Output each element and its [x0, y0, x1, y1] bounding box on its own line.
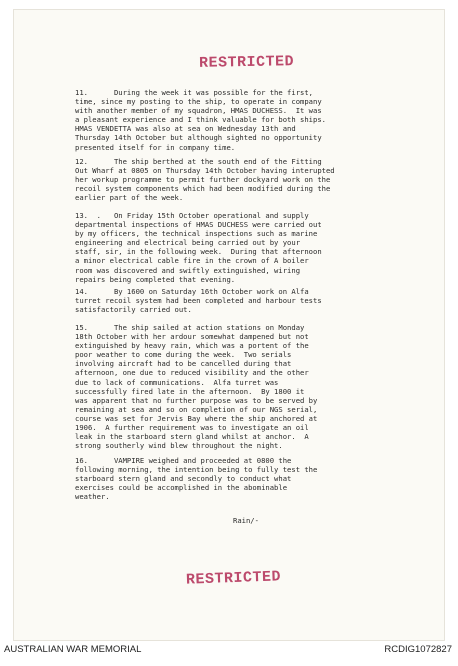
paragraph-13: 13. . On Friday 15th October operational and supply departmental inspections of HMAS DUCHESS were carried out by my officers, the technical inspections such as marine engineering and electrical being carried out by your staff, sir, in the following week. During that afternoon a minor electrical cable fire in the crown of A boiler room was discovered and swiftly extinguished, wiring repairs being completed that evening. [75, 211, 322, 284]
paragraph-15: 15. The ship sailed at action stations on Monday 18th October with her ardour somewhat dampened but not extinguished by heavy rain, which was a portent of the poor weather to come during the week. Two serials involving aircraft had to be cancelled during that afternoon, one due to reduced visibility and the other due to lack of communications. Alfa turret was successfully fired late in the afternoon. By 1800 it was apparent that no further purpose was to be served by remaining at sea and so on completion of our NGS serial, course was set for Jervis Bay where the ship anchored at 1906. A further requirement was to investigate an oil leak in the starboard stern gland whilst at anchor. A strong southerly wind blew throughout the night. [75, 323, 318, 451]
paragraph-16: 16. VAMPIRE weighed and proceeded at 0800 the following morning, the intention being to fully test the starboard stern gland and secondly to conduct what exercises could be accomplished in the abominable weather. [75, 456, 318, 502]
paragraph-12: 12. The ship berthed at the south end of the Fitting Out Wharf at 0805 on Thursday 14th October having interupted her workup programme to permit further dockyard work on the recoil system components which had been modified during the earlier part of the week. [75, 157, 335, 203]
paragraph-14: 14. By 1600 on Saturday 16th October work on Alfa turret recoil system had been completed and harbour tests satisfactorily carried out. [75, 287, 322, 315]
restricted-stamp-bottom: RESTRICTED [185, 568, 282, 589]
paragraph-11: 11. During the week it was possible for the first, time, since my posting to the ship, to operate in company with another member of my squadron, HMAS DUCHESS. It was a pleasant experience and I think valuable for both ships. HMAS VENDETTA was also at sea on Wednesday 13th and Thursday 14th October but although sighted no opportunity presented itself for in company time. [75, 88, 326, 152]
record-id: RCDIG1072827 [384, 644, 452, 655]
restricted-stamp-top: RESTRICTED [198, 53, 295, 72]
page-continuation-catchword: Rain/- [233, 516, 259, 525]
institution-credit: AUSTRALIAN WAR MEMORIAL [4, 644, 142, 655]
